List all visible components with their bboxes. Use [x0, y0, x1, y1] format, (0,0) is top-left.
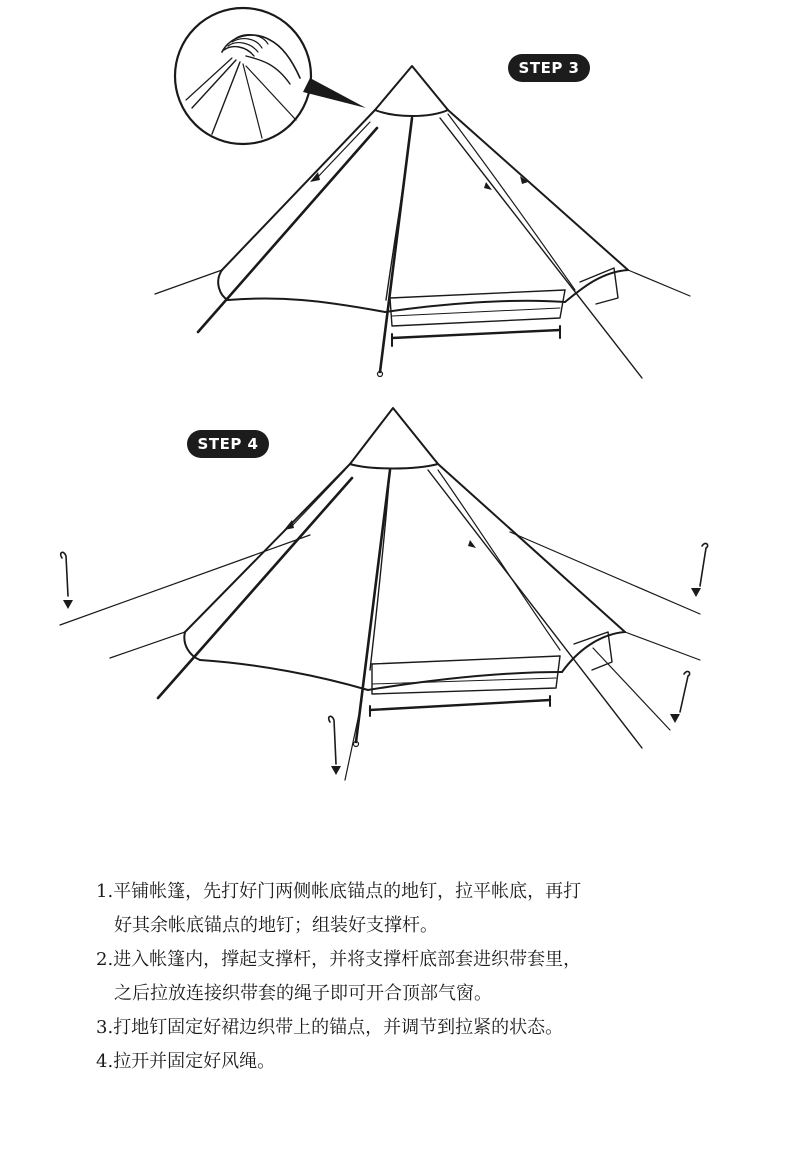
instruction-list: [96, 875, 716, 1079]
instruction-line: [96, 875, 716, 909]
instruction-text: 进入帐篷内，撑起支撑杆，并将支撑杆底部套进织带套里，: [113, 949, 582, 970]
instruction-item: [96, 943, 716, 1011]
instruction-number: 4.: [96, 1051, 114, 1072]
instruction-item: [96, 1045, 716, 1079]
instruction-text: 拉开并固定好风绳。: [113, 1051, 276, 1072]
step3-tent: [155, 8, 690, 378]
instruction-number: 1.: [96, 881, 114, 902]
instruction-item: [96, 875, 716, 943]
instruction-text: 打地钉固定好裙边织带上的锚点，并调节到拉紧的状态。: [113, 1017, 564, 1038]
instruction-number: 3.: [96, 1017, 114, 1038]
instruction-continuation: 好其余帐底锚点的地钉；组装好支撑杆。: [114, 915, 438, 936]
step-3-badge: STEP 3: [508, 54, 590, 82]
instruction-line: [96, 1045, 716, 1079]
step-4-badge: STEP 4: [187, 430, 269, 458]
instruction-item: [96, 1011, 716, 1045]
instruction-number: 2.: [96, 949, 114, 970]
step4-tent: [60, 408, 700, 780]
instruction-line: [96, 1011, 716, 1045]
magnifier-callout-hand-icon: [175, 8, 366, 144]
instruction-text: 平铺帐篷，先打好门两侧帐底锚点的地钉，拉平帐底，再打: [113, 881, 582, 902]
down-arrow-icon: [63, 588, 701, 775]
instruction-continuation: 之后拉放连接织带套的绳子即可开合顶部气窗。: [114, 983, 492, 1004]
instruction-line: [96, 943, 716, 977]
